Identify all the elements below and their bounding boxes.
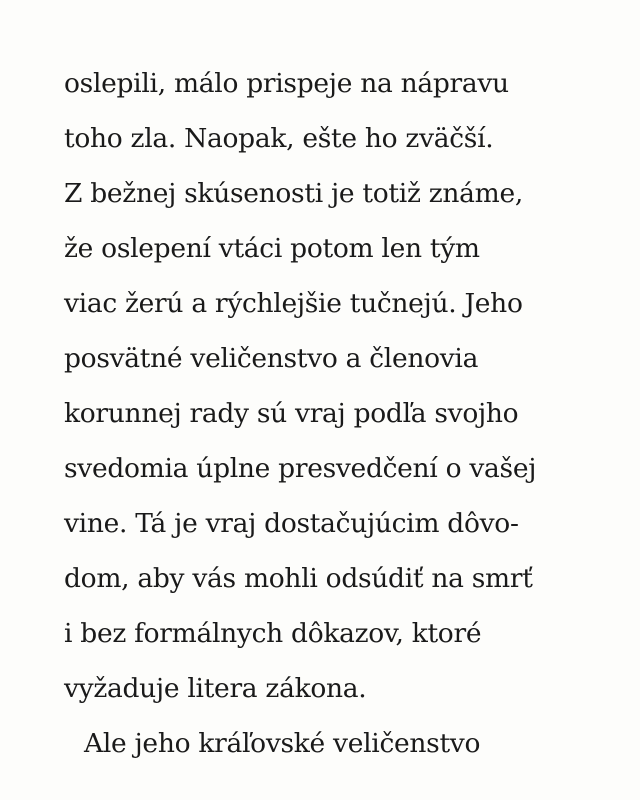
text-line-2: toho zla. Naopak, ešte ho zväčší. [64,123,494,154]
page-text [64,56,584,771]
text-line-9: vine. Tá je vraj dostačujúcim dôvo- [64,508,519,539]
text-line-12: vyžaduje litera zákona. [64,673,367,704]
text-line-3: Z bežnej skúsenosti je totiž známe, [64,178,524,209]
text-line-6: posvätné veličenstvo a členovia [64,343,479,374]
text-line-10: dom, aby vás mohli odsúdiť na smrť [64,563,533,594]
text-line-8: svedomia úplne presvedčení o vašej [64,453,537,484]
paragraph-start-line: Ale jeho kráľovské veličenstvo [84,728,481,759]
text-line-7: korunnej rady sú vraj podľa svojho [64,398,519,429]
text-line-4: že oslepení vtáci potom len tým [64,233,480,264]
text-line-11: i bez formálnych dôkazov, ktoré [64,618,482,649]
text-line-5: viac žerú a rýchlejšie tučnejú. Jeho [64,288,523,319]
text-line-1: oslepili, málo prispeje na nápravu [64,68,509,99]
